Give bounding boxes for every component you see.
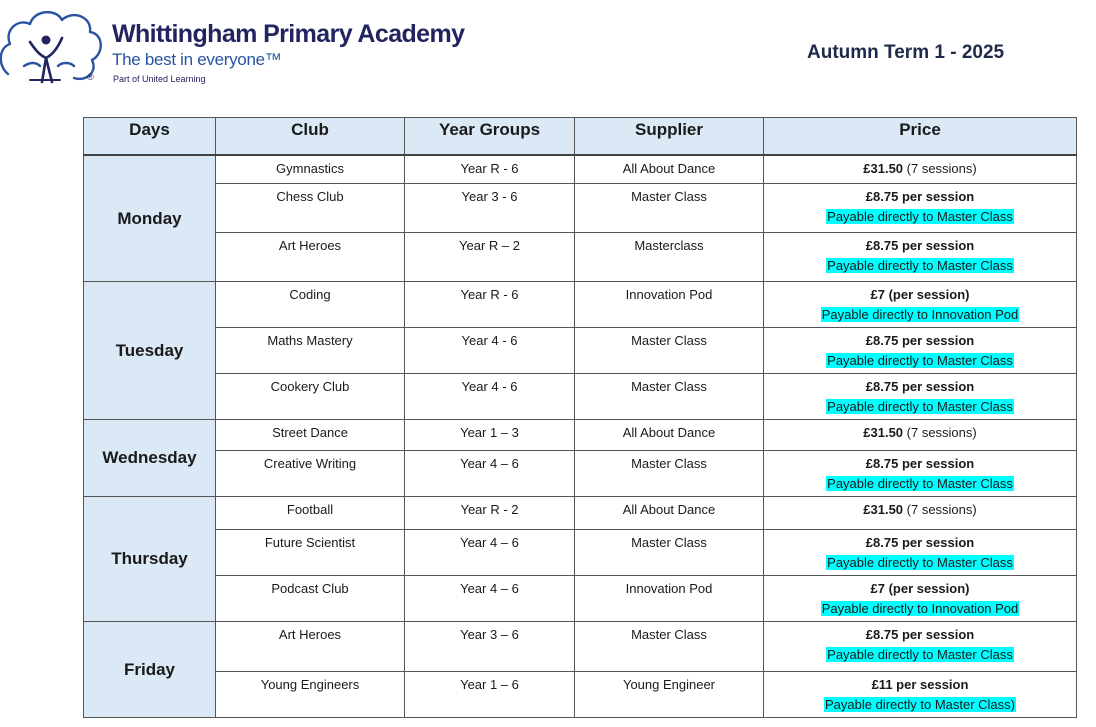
price-line [766,454,1074,474]
price-cell [764,450,1077,496]
price-cell [764,327,1077,373]
club-cell: Art Heroes [216,232,405,281]
table-row [84,419,1077,450]
table-row [84,621,1077,671]
price-amount: £8.75 per session [865,626,975,642]
payment-note: Payable directly to Master Class [827,352,1013,368]
price-line [766,159,1074,179]
club-cell: Maths Mastery [216,327,405,373]
club-cell: Football [216,496,405,529]
table-row [84,232,1077,281]
price-cell [764,281,1077,327]
timetable-body [84,155,1077,717]
supplier-cell: Masterclass [575,232,764,281]
table-row [84,281,1077,327]
year-groups-cell: Year R - 6 [405,155,575,183]
supplier-cell: All About Dance [575,496,764,529]
price-line [766,285,1074,305]
supplier-cell: Master Class [575,183,764,232]
year-groups-cell: Year 3 – 6 [405,621,575,671]
price-line [766,331,1074,351]
price-line [766,533,1074,553]
club-cell: Art Heroes [216,621,405,671]
year-groups-cell: Year R - 2 [405,496,575,529]
year-groups-cell: Year 4 – 6 [405,529,575,575]
tree-with-figure-icon [1,12,101,79]
price-amount: £11 per session [871,676,969,692]
year-groups-cell: Year R – 2 [405,232,575,281]
price-line [766,675,1074,695]
price-line [766,500,1074,520]
supplier-cell: Master Class [575,327,764,373]
year-groups-cell: Year 1 – 3 [405,419,575,450]
table-row [84,529,1077,575]
payment-note: Payable directly to Master Class [827,398,1013,414]
price-amount: £8.75 per session [865,455,975,471]
supplier-cell: Master Class [575,529,764,575]
price-detail: (7 sessions) [903,501,977,517]
price-cell [764,155,1077,183]
table-row [84,496,1077,529]
year-groups-cell: Year 4 - 6 [405,327,575,373]
day-cell: Tuesday [84,281,216,419]
supplier-cell: Innovation Pod [575,281,764,327]
club-cell: Chess Club [216,183,405,232]
price-cell [764,183,1077,232]
payment-note: Payable directly to Innovation Pod [821,306,1019,322]
table-row [84,183,1077,232]
figure-icon [30,36,62,83]
price-amount: £8.75 per session [865,332,975,348]
price-line [766,423,1074,443]
club-cell: Podcast Club [216,575,405,621]
price-amount: £8.75 per session [865,534,975,550]
table-row [84,450,1077,496]
payment-note: Payable directly to Innovation Pod [821,600,1019,616]
column-header-club: Club [216,118,405,156]
price-amount: £31.50 [863,424,904,440]
price-amount: £7 (per session) [870,286,970,302]
supplier-cell: Master Class [575,621,764,671]
price-line [766,579,1074,599]
club-cell: Cookery Club [216,373,405,419]
club-cell: Future Scientist [216,529,405,575]
price-amount: £31.50 [863,501,904,517]
table-row [84,373,1077,419]
price-detail: (7 sessions) [903,424,977,440]
year-groups-cell: Year R - 6 [405,281,575,327]
supplier-cell: Young Engineer [575,671,764,717]
price-cell [764,529,1077,575]
payment-note: Payable directly to Master Class [827,554,1013,570]
table-row [84,155,1077,183]
price-line [766,187,1074,207]
table-row [84,575,1077,621]
supplier-cell: All About Dance [575,419,764,450]
price-amount: £7 (per session) [870,580,970,596]
payment-note: Payable directly to Master Class [827,646,1013,662]
day-cell: Thursday [84,496,216,621]
club-cell: Young Engineers [216,671,405,717]
term-title: Autumn Term 1 - 2025 [807,42,1005,63]
price-line [766,236,1074,256]
price-cell [764,671,1077,717]
year-groups-cell: Year 4 – 6 [405,450,575,496]
price-amount: £31.50 [863,161,904,176]
payment-note: Payable directly to Master Class) [824,696,1015,712]
clubs-timetable [83,117,1077,718]
price-amount: £8.75 per session [865,188,975,204]
price-detail: (7 sessions) [903,161,977,176]
payment-note: Payable directly to Master Class [827,208,1013,224]
club-cell: Gymnastics [216,155,405,183]
price-cell [764,575,1077,621]
price-cell [764,419,1077,450]
price-line [766,377,1074,397]
price-cell [764,496,1077,529]
year-groups-cell: Year 1 – 6 [405,671,575,717]
supplier-cell: Master Class [575,450,764,496]
club-cell: Creative Writing [216,450,405,496]
column-header-price: Price [764,118,1077,156]
day-cell: Friday [84,621,216,717]
school-affiliation: Part of United Learning [113,74,206,84]
column-header-year-groups: Year Groups [405,118,575,156]
table-row [84,671,1077,717]
column-header-supplier: Supplier [575,118,764,156]
table-row [84,327,1077,373]
payment-note: Payable directly to Master Class [827,475,1013,491]
supplier-cell: Master Class [575,373,764,419]
year-groups-cell: Year 3 - 6 [405,183,575,232]
price-cell [764,621,1077,671]
registered-mark: ® [87,72,94,82]
price-line [766,625,1074,645]
table-header-row [84,118,1077,156]
price-amount: £8.75 per session [865,237,975,253]
year-groups-cell: Year 4 - 6 [405,373,575,419]
club-cell: Coding [216,281,405,327]
price-cell [764,232,1077,281]
school-name: Whittingham Primary Academy [112,20,465,48]
club-cell: Street Dance [216,419,405,450]
price-amount: £8.75 per session [865,378,975,394]
year-groups-cell: Year 4 – 6 [405,575,575,621]
school-motto: The best in everyone™ [112,50,282,69]
day-cell: Wednesday [84,419,216,496]
supplier-cell: All About Dance [575,155,764,183]
price-cell [764,373,1077,419]
column-header-days: Days [84,118,216,156]
payment-note: Payable directly to Master Class [827,257,1013,273]
supplier-cell: Innovation Pod [575,575,764,621]
day-cell: Monday [84,155,216,281]
